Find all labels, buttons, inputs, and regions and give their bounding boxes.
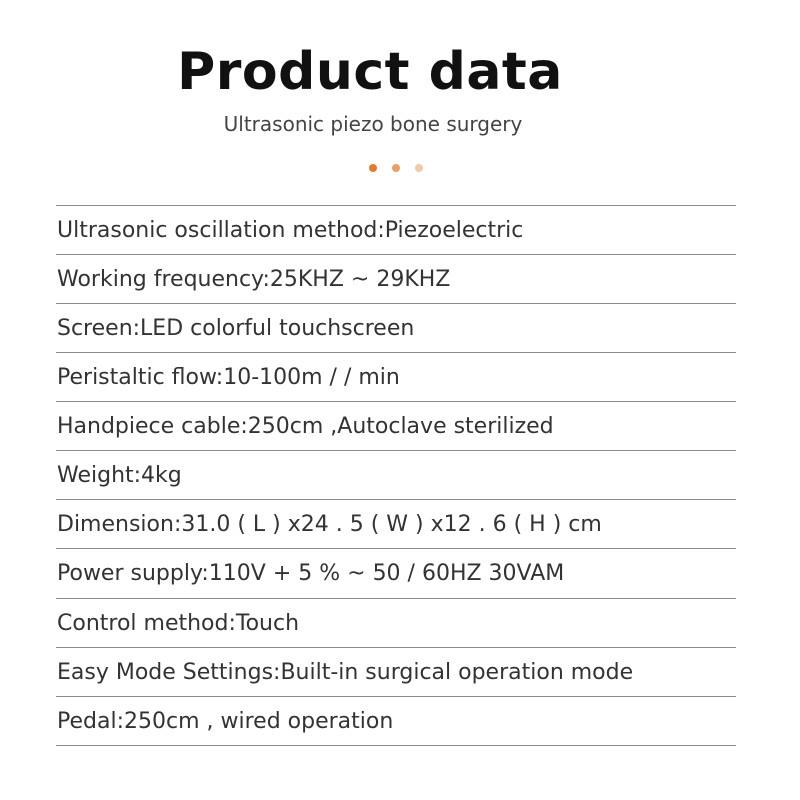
row-divider [56,450,736,451]
spec-row-text: Peristaltic flow:10-100m / / min [57,365,400,390]
row-divider [56,548,736,549]
row-divider [56,598,736,599]
spec-row-text: Dimension:31.0 ( L ) x24 . 5 ( W ) x12 . 6 ( H ) cm [57,512,602,537]
row-divider [56,205,736,206]
row-divider [56,696,736,697]
spec-row-text: Power supply:110V + 5 % ~ 50 / 60HZ 30VAM [57,561,565,586]
spec-row-text: Screen:LED colorful touchscreen [57,316,415,341]
spec-row-text: Pedal:250cm , wired operation [57,709,394,734]
spec-row-text: Handpiece cable:250cm ,Autoclave sterilized [57,414,554,439]
dot-icon [369,164,377,172]
spec-row-text: Weight:4kg [57,463,182,488]
page-title: Product data [177,42,563,102]
dot-icon [415,164,423,172]
row-divider [56,401,736,402]
row-divider [56,303,736,304]
decorative-dots [369,164,425,174]
spec-row-text: Easy Mode Settings:Built-in surgical operation mode [57,660,634,685]
row-divider [56,352,736,353]
row-divider [56,254,736,255]
spec-row-text: Control method:Touch [57,611,300,636]
spec-row-text: Ultrasonic oscillation method:Piezoelectric [57,218,524,243]
row-divider [56,745,736,746]
spec-row-text: Working frequency:25KHZ ~ 29KHZ [57,267,451,292]
page-subtitle: Ultrasonic piezo bone surgery [223,112,523,136]
dot-icon [392,164,400,172]
row-divider [56,499,736,500]
row-divider [56,647,736,648]
